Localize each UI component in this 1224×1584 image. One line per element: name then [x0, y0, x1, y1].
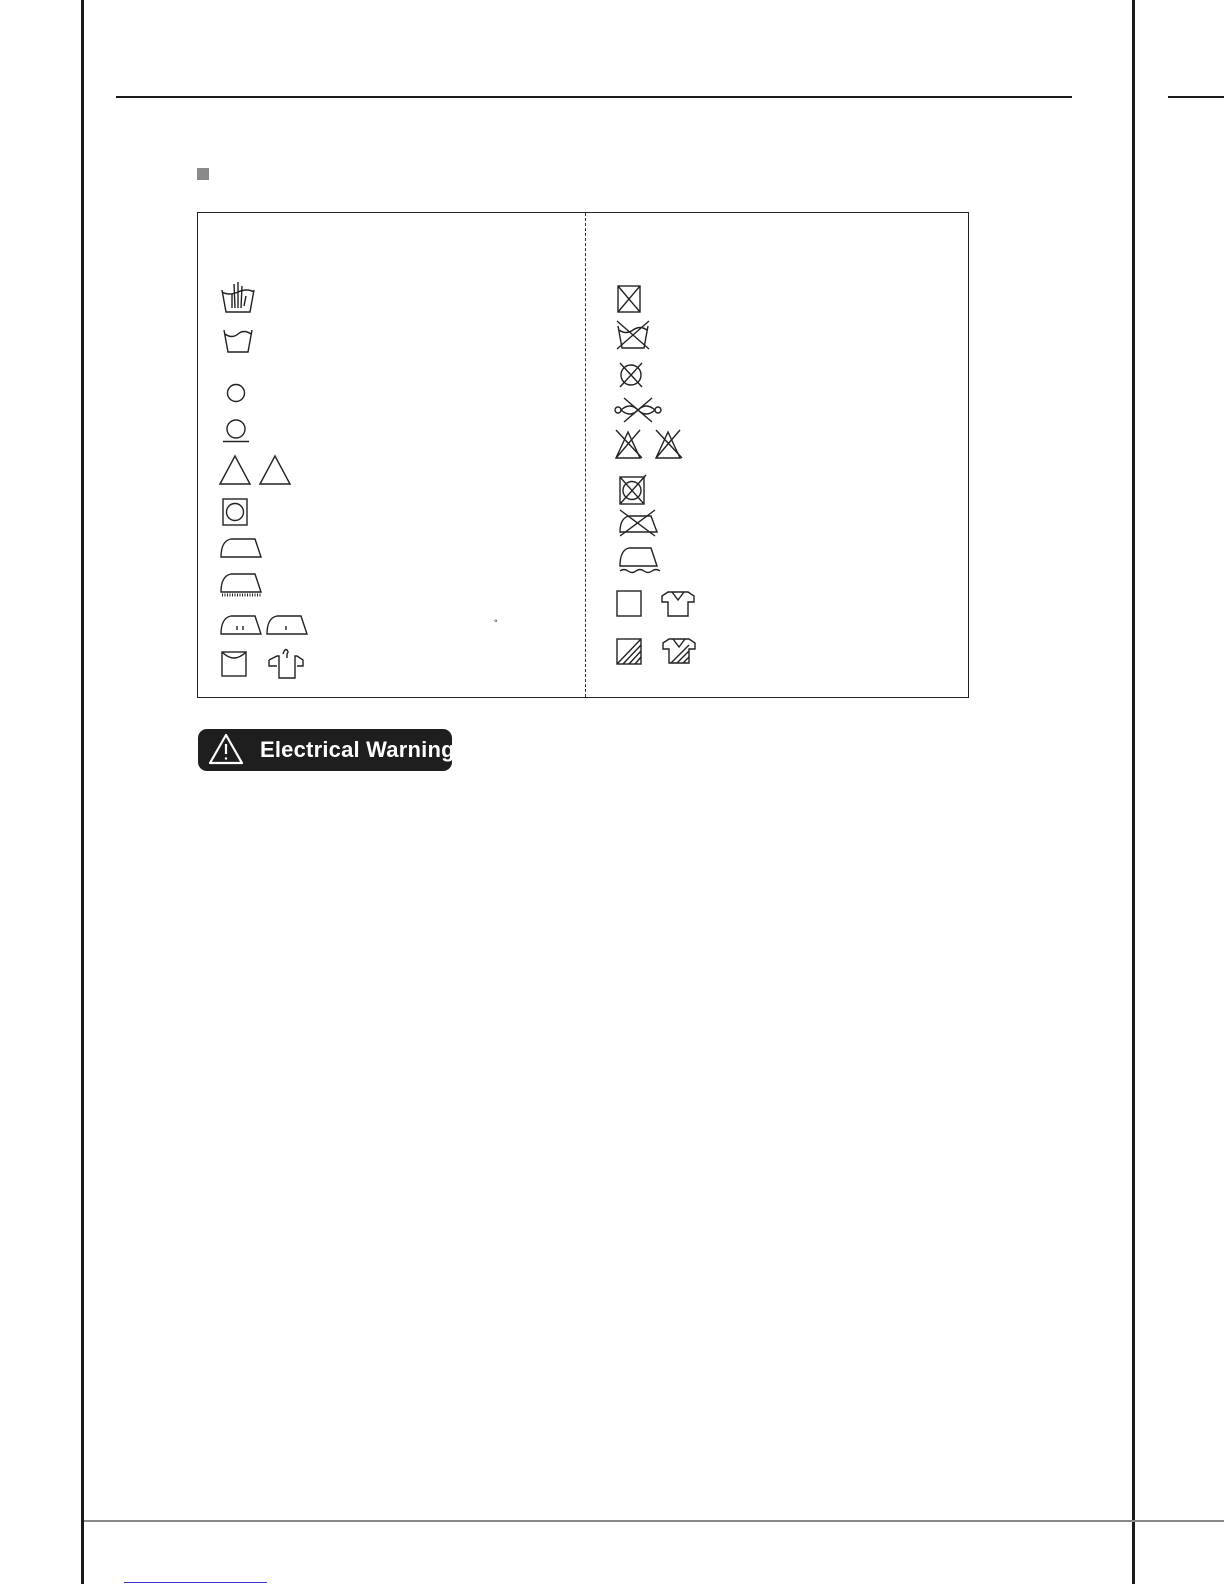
section-marker: [197, 168, 209, 180]
dry-flat-icon: [616, 590, 698, 623]
temperature-degree-mark: °: [494, 618, 498, 628]
bleach-allowed-icon: [218, 454, 296, 491]
footer-link[interactable]: [124, 1560, 267, 1583]
iron-steam-wave-icon: [617, 546, 661, 581]
wash-tub-icon: [222, 328, 254, 359]
do-not-dry-clean-icon: [617, 360, 645, 395]
dry-clean-icon: [226, 383, 246, 408]
tumble-dry-icon: [222, 498, 248, 531]
care-symbols-table: [197, 212, 969, 698]
iron-temperature-icon: [219, 612, 311, 643]
dry-clean-gentle-icon: [222, 418, 250, 449]
hand-wash-icon: [220, 278, 256, 319]
hang-dry-icon: [221, 646, 305, 687]
header-rule: [116, 96, 1072, 98]
do-not-wash-icon: [615, 320, 651, 355]
do-not-tumble-dry-circle-icon: [619, 474, 647, 511]
iron-steam-icon: [219, 570, 265, 603]
right-page-border: [1132, 0, 1135, 1584]
do-not-iron-icon: [617, 508, 659, 543]
iron-icon: [219, 535, 263, 564]
footer-rule: [84, 1520, 1224, 1522]
warning-triangle-icon: [208, 733, 244, 770]
do-not-bleach-icon: [614, 428, 688, 465]
do-not-tumble-dry-icon: [617, 285, 641, 318]
warning-badge-label: Electrical Warning: [260, 737, 455, 762]
do-not-wring-icon: [614, 396, 662, 429]
left-page-border: [81, 0, 84, 1584]
next-page-header-rule: [1168, 96, 1224, 98]
table-column-divider: [585, 213, 586, 697]
electrical-warning-badge: [198, 729, 455, 771]
dry-in-shade-icon: [616, 637, 700, 672]
